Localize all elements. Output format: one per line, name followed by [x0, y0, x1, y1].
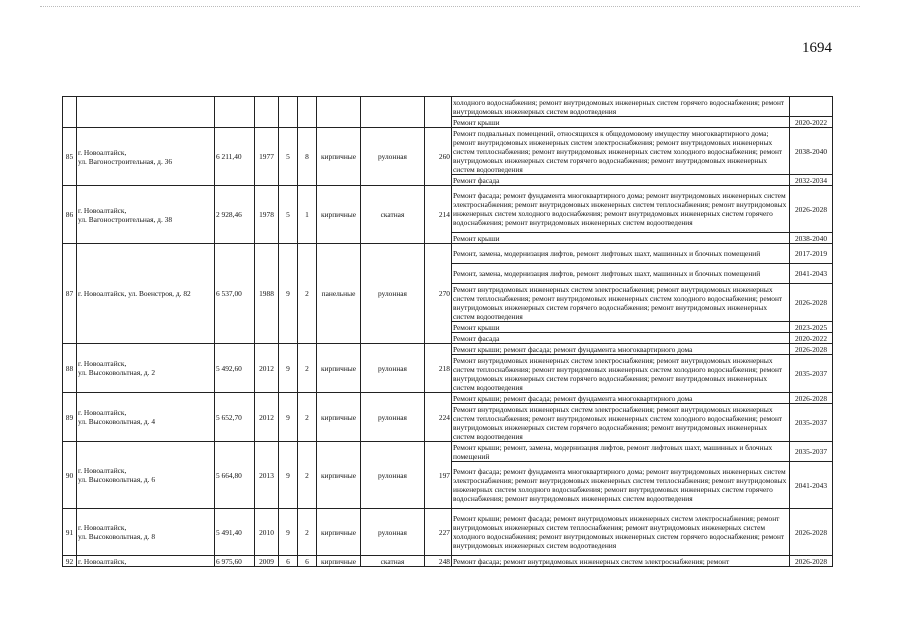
work-period-cell: 2026-2028	[790, 284, 833, 322]
work-period-cell: 2035-2037	[790, 355, 833, 393]
table-row	[63, 556, 833, 567]
area-cell: 5 664,80	[215, 442, 255, 509]
address-line-1: г. Новоалтайск,	[78, 205, 127, 215]
address-cell	[77, 244, 215, 344]
table-row	[63, 244, 833, 264]
wall-material-cell: панельные	[317, 244, 361, 344]
work-period-cell: 2026-2028	[790, 556, 833, 567]
area-cell: 6 211,40	[215, 128, 255, 186]
roof-type-cell: рулонная	[361, 393, 425, 442]
entrances-cell: 1	[298, 186, 317, 244]
roof-type-cell	[361, 97, 425, 128]
entrances-cell	[298, 97, 317, 128]
table-row	[63, 509, 833, 556]
table-row	[63, 393, 833, 404]
work-description-cell: Ремонт крыши; ремонт фасада; ремонт фундамента многоквартирного дома	[452, 393, 790, 404]
roof-type-cell: скатная	[361, 556, 425, 567]
roof-type-cell: рулонная	[361, 244, 425, 344]
apartments-cell: 260	[425, 128, 452, 186]
work-description-cell: Ремонт фасада; ремонт фундамента многоквартирного дома; ремонт внутридомовых инженерных систем электроснабжения; ремонт внутридомовых инженерных систем теплоснабжения; ремонт внутридомовых инженерных систем холодного водоснабжения; ремонт внутридомовых инженерных систем горячего водоснабжения; ремонт внутридомовых инженерных систем водоотведения	[452, 462, 790, 509]
apartments-cell: 218	[425, 344, 452, 393]
work-period-cell: 2038-2040	[790, 233, 833, 244]
address-line-1: г. Новоалтайск,	[78, 147, 127, 157]
address-cell	[77, 128, 215, 186]
year-cell: 1977	[255, 128, 279, 186]
year-cell: 1978	[255, 186, 279, 244]
work-period-cell: 2035-2037	[790, 442, 833, 462]
work-description-cell: Ремонт внутридомовых инженерных систем электроснабжения; ремонт внутридомовых инженерных систем теплоснабжения; ремонт внутридомовых инженерных систем холодного водоснабжения; ремонт внутридомовых инженерных систем горячего водоснабжения; ремонт внутридомовых инженерных систем водоотведения	[452, 404, 790, 442]
address-cell	[77, 186, 215, 244]
entrances-cell: 2	[298, 393, 317, 442]
work-period-cell: 2041-2043	[790, 462, 833, 509]
work-period-cell: 2017-2019	[790, 244, 833, 264]
area-cell: 5 652,70	[215, 393, 255, 442]
address-cell	[77, 556, 215, 567]
floors-cell: 5	[279, 128, 298, 186]
house-number-cell: 86	[63, 186, 77, 244]
wall-material-cell: кирпичные	[317, 393, 361, 442]
year-cell: 2013	[255, 442, 279, 509]
apartments-cell: 270	[425, 244, 452, 344]
wall-material-cell	[317, 97, 361, 128]
address-line-2: ул. Вагоностроительная, д. 38	[78, 214, 173, 224]
entrances-cell: 2	[298, 344, 317, 393]
entrances-cell: 2	[298, 509, 317, 556]
address-line-1: г. Новоалтайск, ул. Военстроя, д. 82	[78, 289, 191, 298]
wall-material-cell: кирпичные	[317, 509, 361, 556]
address-cell	[77, 442, 215, 509]
work-period-cell: 2041-2043	[790, 264, 833, 284]
floors-cell: 9	[279, 393, 298, 442]
address-line-2: ул. Высоковольтная, д. 8	[78, 532, 156, 541]
house-number-cell	[63, 97, 77, 128]
entrances-cell: 2	[298, 244, 317, 344]
apartments-cell: 248	[425, 556, 452, 567]
house-number-cell: 85	[63, 128, 77, 186]
house-number-cell: 88	[63, 344, 77, 393]
address-line-1: г. Новоалтайск,	[78, 556, 127, 566]
year-cell: 2012	[255, 393, 279, 442]
floors-cell: 9	[279, 344, 298, 393]
entrances-cell: 2	[298, 442, 317, 509]
address-line-2: ул. Высоковольтная, д. 2	[78, 368, 156, 377]
roof-type-cell: рулонная	[361, 344, 425, 393]
year-cell: 2012	[255, 344, 279, 393]
year-cell: 1988	[255, 244, 279, 344]
work-description-cell: Ремонт крыши; ремонт фасада; ремонт фундамента многоквартирного дома	[452, 344, 790, 355]
year-cell: 2009	[255, 556, 279, 567]
work-description-cell: Ремонт крыши	[452, 322, 790, 333]
work-description-cell: Ремонт крыши	[452, 233, 790, 244]
work-period-cell: 2020-2022	[790, 117, 833, 128]
house-number-cell: 87	[63, 244, 77, 344]
scan-top-edge	[40, 6, 860, 7]
apartments-cell	[425, 97, 452, 128]
floors-cell	[279, 97, 298, 128]
roof-type-cell: рулонная	[361, 442, 425, 509]
apartments-cell: 197	[425, 442, 452, 509]
table-row	[63, 442, 833, 462]
floors-cell: 9	[279, 244, 298, 344]
wall-material-cell: кирпичные	[317, 556, 361, 567]
address-cell	[77, 509, 215, 556]
work-period-cell: 2026-2028	[790, 509, 833, 556]
address-line-1: г. Новоалтайск,	[78, 466, 127, 475]
floors-cell: 5	[279, 186, 298, 244]
work-description-cell: холодного водоснабжения; ремонт внутридомовых инженерных систем горячего водоснабжения; ремонт внутридомовых инженерных систем водоотведения	[452, 97, 790, 117]
work-period-cell: 2026-2028	[790, 186, 833, 233]
apartments-cell: 214	[425, 186, 452, 244]
house-number-cell: 90	[63, 442, 77, 509]
housing-repair-table	[62, 96, 833, 567]
work-description-cell: Ремонт крыши; ремонт, замена, модернизация лифтов, ремонт лифтовых шахт, машинных и блочных помещений	[452, 442, 790, 462]
work-description-cell: Ремонт внутридомовых инженерных систем электроснабжения; ремонт внутридомовых инженерных систем теплоснабжения; ремонт внутридомовых инженерных систем холодного водоснабжения; ремонт внутридомовых инженерных систем горячего водоснабжения; ремонт внутридомовых инженерных систем водоотведения	[452, 284, 790, 322]
table-row	[63, 344, 833, 355]
area-cell: 6 975,60	[215, 556, 255, 567]
address-line-1: г. Новоалтайск,	[78, 523, 127, 532]
page-number: 1694	[802, 40, 832, 56]
area-cell: 5 492,60	[215, 344, 255, 393]
table-row	[63, 186, 833, 233]
work-period-cell	[790, 97, 833, 117]
area-cell: 5 491,40	[215, 509, 255, 556]
area-cell: 6 537,00	[215, 244, 255, 344]
roof-type-cell: скатная	[361, 186, 425, 244]
house-number-cell: 91	[63, 509, 77, 556]
work-period-cell: 2035-2037	[790, 404, 833, 442]
wall-material-cell: кирпичные	[317, 344, 361, 393]
area-cell: 2 928,46	[215, 186, 255, 244]
work-description-cell: Ремонт, замена, модернизация лифтов, ремонт лифтовых шахт, машинных и блочных помещений	[452, 264, 790, 284]
work-period-cell: 2026-2028	[790, 344, 833, 355]
address-line-1: г. Новоалтайск,	[78, 408, 127, 417]
table-row	[63, 128, 833, 175]
work-description-cell: Ремонт фасада	[452, 175, 790, 186]
area-cell	[215, 97, 255, 128]
work-description-cell: Ремонт фасада; ремонт фундамента многоквартирного дома; ремонт внутридомовых инженерных систем электроснабжения; ремонт внутридомовых инженерных систем теплоснабжения; ремонт внутридомовых инженерных систем холодного водоснабжения; ремонт внутридомовых инженерных систем горячего водоснабжения; ремонт внутридомовых инженерных систем водоотведения	[452, 186, 790, 233]
table-row	[63, 97, 833, 117]
floors-cell: 6	[279, 556, 298, 567]
address-cell	[77, 344, 215, 393]
wall-material-cell: кирпичные	[317, 442, 361, 509]
roof-type-cell: рулонная	[361, 509, 425, 556]
work-period-cell: 2023-2025	[790, 322, 833, 333]
work-period-cell: 2026-2028	[790, 393, 833, 404]
address-cell	[77, 97, 215, 128]
address-line-2: ул. Высоковольтная, д. 4	[78, 417, 156, 426]
apartments-cell: 224	[425, 393, 452, 442]
roof-type-cell: рулонная	[361, 128, 425, 186]
apartments-cell: 227	[425, 509, 452, 556]
work-period-cell: 2020-2022	[790, 333, 833, 344]
work-description-cell: Ремонт крыши	[452, 117, 790, 128]
work-description-cell: Ремонт фасада; ремонт внутридомовых инженерных систем электроснабжения; ремонт	[452, 556, 790, 567]
address-line-1: г. Новоалтайск,	[78, 359, 127, 368]
address-cell	[77, 393, 215, 442]
floors-cell: 9	[279, 442, 298, 509]
work-description-cell: Ремонт внутридомовых инженерных систем электроснабжения; ремонт внутридомовых инженерных систем теплоснабжения; ремонт внутридомовых инженерных систем холодного водоснабжения; ремонт внутридомовых инженерных систем горячего водоснабжения; ремонт внутридомовых инженерных систем водоотведения	[452, 355, 790, 393]
work-description-cell: Ремонт подвальных помещений, относящихся к общедомовому имуществу многоквартирного дома; ремонт внутридомовых инженерных систем электроснабжения; ремонт внутридомовых инженерных систем теплоснабжения; ремонт внутридомовых инженерных систем холодного водоснабжения; ремонт внутридомовых инженерных систем горячего водоснабжения; ремонт внутридомовых инженерных систем водоотведения	[452, 128, 790, 175]
wall-material-cell: кирпичные	[317, 128, 361, 186]
work-description-cell: Ремонт крыши; ремонт фасада; ремонт внутридомовых инженерных систем электроснабжения; ремонт внутридомовых инженерных систем теплоснабжения; ремонт внутридомовых инженерных систем холодного водоснабжения; ремонт внутридомовых инженерных систем горячего водоснабжения; ремонт внутридомовых инженерных систем водоотведения	[452, 509, 790, 556]
wall-material-cell: кирпичные	[317, 186, 361, 244]
work-period-cell: 2038-2040	[790, 128, 833, 175]
year-cell	[255, 97, 279, 128]
address-line-2: ул. Высоковольтная, д. 6	[78, 475, 156, 484]
entrances-cell: 8	[298, 128, 317, 186]
work-description-cell: Ремонт фасада	[452, 333, 790, 344]
house-number-cell: 92	[63, 556, 77, 567]
work-description-cell: Ремонт, замена, модернизация лифтов, ремонт лифтовых шахт, машинных и блочных помещений	[452, 244, 790, 264]
work-period-cell: 2032-2034	[790, 175, 833, 186]
house-number-cell: 89	[63, 393, 77, 442]
address-line-2: ул. Вагоностроительная, д. 36	[78, 156, 173, 166]
year-cell: 2010	[255, 509, 279, 556]
floors-cell: 9	[279, 509, 298, 556]
entrances-cell: 6	[298, 556, 317, 567]
